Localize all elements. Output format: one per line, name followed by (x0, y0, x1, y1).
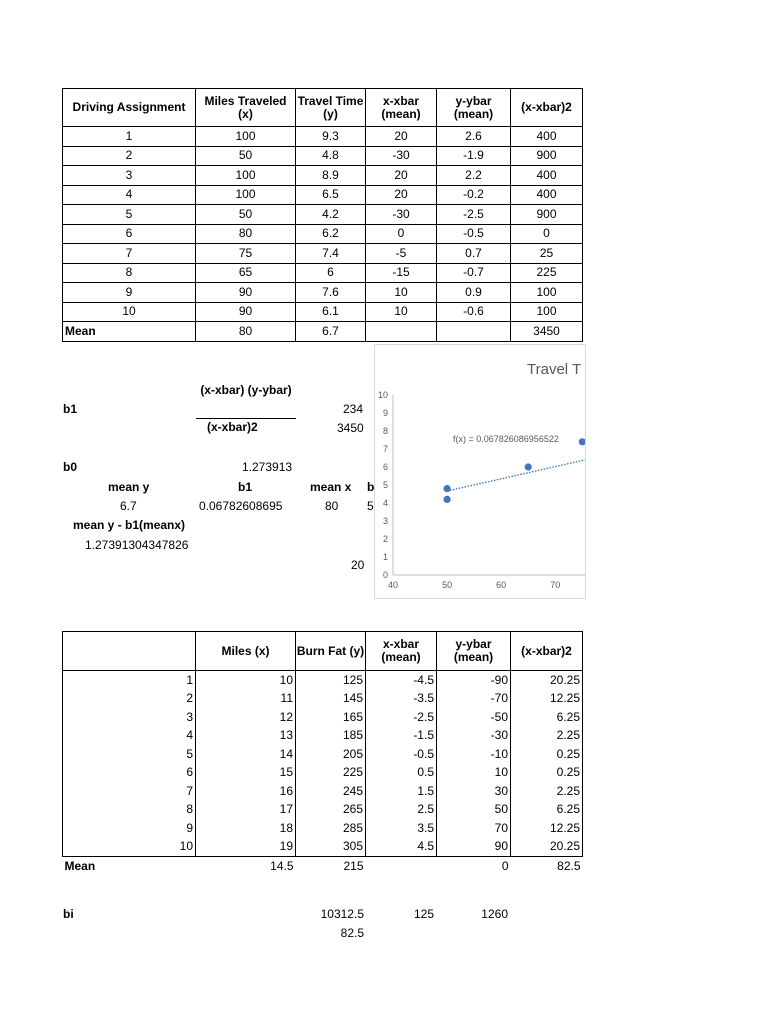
b1-numerator-formula: (x-xbar) (y-ybar) (200, 383, 292, 397)
mean-x-label: mean x (310, 480, 352, 494)
travel-time-table (62, 88, 583, 342)
table-cell: 20 (366, 127, 437, 147)
table-cell: 13 (196, 727, 296, 746)
column-header (63, 632, 196, 671)
table-cell: -2.5 (366, 708, 437, 727)
y-tick-label: 9 (382, 408, 388, 418)
column-header: Burn Fat (y) (296, 632, 366, 671)
table-cell: 400 (511, 127, 583, 147)
table-cell: 0.25 (511, 745, 583, 764)
header-row (63, 632, 583, 671)
mean-cell (366, 857, 437, 876)
table-cell: 3.5 (366, 819, 437, 838)
formula-label: mean y - b1(meanx) (73, 518, 186, 532)
table-cell: 205 (296, 745, 366, 764)
table-cell: 125 (296, 671, 366, 690)
mean-cell: 215 (343, 858, 364, 873)
column-header: x-xbar (mean) (366, 632, 437, 671)
column-header: (x-xbar)2 (511, 632, 583, 671)
table-cell: 8 (63, 263, 196, 283)
table-cell: -0.6 (437, 302, 511, 322)
mean-cell: 82.5 (557, 858, 581, 873)
mean-cell: 0 (501, 858, 509, 873)
table-cell: 0.9 (437, 283, 511, 303)
b1-numerator-value: 234 (343, 402, 364, 416)
table-cell: -30 (437, 727, 511, 746)
mean-row (63, 857, 583, 876)
table-cell: 5 (63, 205, 196, 225)
table-cell: 225 (296, 764, 366, 783)
table-cell: 0.25 (511, 764, 583, 783)
table-cell: 18 (196, 819, 296, 838)
y-tick-label: 0 (382, 570, 388, 580)
trendline (447, 460, 585, 491)
table-cell: 7 (63, 782, 196, 801)
table-cell: -1.5 (366, 727, 437, 746)
table-cell: 7.6 (296, 283, 366, 303)
table-cell: 50 (437, 801, 511, 820)
bi-denominator: 82.5 (340, 926, 364, 940)
table-cell: 2.6 (437, 127, 511, 147)
table-cell: 225 (511, 263, 583, 283)
b0-value: 1.273913 (242, 460, 293, 474)
mean-cell: 3450 (511, 322, 583, 342)
table-cell: 6 (63, 224, 196, 244)
table-row (63, 745, 583, 764)
b1-value: 0.06782608695 (199, 499, 283, 513)
b1-label: b1 (63, 402, 78, 416)
table-cell: 6.25 (511, 801, 583, 820)
table-cell: 30 (437, 782, 511, 801)
table-cell: 20.25 (511, 838, 583, 857)
mean-cell: Mean (63, 322, 196, 342)
fraction-line (196, 418, 296, 419)
table-cell: 90 (196, 302, 296, 322)
mean-y-value: 6.7 (120, 499, 137, 513)
table-row (63, 263, 583, 283)
table-cell: 6.1 (296, 302, 366, 322)
table-cell: 20 (366, 185, 437, 205)
table-cell: 10 (437, 764, 511, 783)
x-tick-label: 70 (550, 580, 561, 590)
column-header: (x-xbar)2 (511, 89, 583, 127)
table-cell: 3 (63, 708, 196, 727)
table-cell: 6 (63, 764, 196, 783)
table-row (63, 146, 583, 166)
table-cell: 305 (296, 838, 366, 857)
table-cell: 25 (511, 244, 583, 264)
table-cell: 7 (63, 244, 196, 264)
table-cell: -70 (437, 690, 511, 709)
y-tick-label: 5 (382, 480, 388, 490)
mean-cell (437, 322, 511, 342)
table-cell: -0.2 (437, 185, 511, 205)
burn-fat-table (62, 631, 583, 876)
table-cell: 12.25 (511, 819, 583, 838)
table-cell: 10 (366, 283, 437, 303)
table-cell: 50 (196, 205, 296, 225)
table-cell: 4.2 (296, 205, 366, 225)
table-cell: 50 (196, 146, 296, 166)
table-cell: 8.9 (296, 166, 366, 186)
table-cell: -30 (366, 146, 437, 166)
table-cell: 6 (296, 263, 366, 283)
y-tick-label: 2 (382, 534, 388, 544)
table-cell: 10 (366, 302, 437, 322)
table-cell: 2.5 (366, 801, 437, 820)
mean-x-value: 80 (325, 499, 339, 513)
table-cell: -0.5 (366, 745, 437, 764)
table-cell: 10 (196, 671, 296, 690)
b1-denominator-value: 3450 (337, 421, 364, 435)
table-row (63, 185, 583, 205)
table-row (63, 166, 583, 186)
table-cell: 2.25 (511, 727, 583, 746)
b1-column-label: b1 (238, 480, 253, 494)
mean-cell: 80 (196, 322, 296, 342)
column-header: Miles Traveled (x) (196, 89, 296, 127)
table-cell: 100 (196, 185, 296, 205)
table-cell: 285 (296, 819, 366, 838)
table-cell: 4 (63, 727, 196, 746)
b0-label: b0 (63, 460, 78, 474)
table-cell: -3.5 (366, 690, 437, 709)
table-cell: 145 (296, 690, 366, 709)
table-cell: 0 (511, 224, 583, 244)
table-cell: 245 (296, 782, 366, 801)
table-cell: 265 (296, 801, 366, 820)
table-cell: 5 (63, 745, 196, 764)
y-tick-label: 6 (382, 462, 388, 472)
column-header: Travel Time (y) (296, 89, 366, 127)
y-tick-label: 1 (382, 552, 388, 562)
y-tick-label: 7 (382, 444, 388, 454)
column-header: Miles (x) (196, 632, 296, 671)
table-row (63, 708, 583, 727)
table-row (63, 819, 583, 838)
table-cell: 100 (196, 166, 296, 186)
data-point (443, 485, 450, 492)
table-row (63, 283, 583, 303)
table-cell: -30 (366, 205, 437, 225)
table-cell: 16 (196, 782, 296, 801)
bi-label: bi (63, 907, 74, 921)
table-cell: -15 (366, 263, 437, 283)
table-cell: 1 (63, 127, 196, 147)
table-row (63, 205, 583, 225)
table-cell: 3 (63, 166, 196, 186)
table-cell: 6.2 (296, 224, 366, 244)
bi-1260: 1260 (481, 907, 508, 921)
scatter-chart[interactable] (374, 344, 586, 599)
table-cell: 9.3 (296, 127, 366, 147)
table-row (63, 764, 583, 783)
table-cell: 1 (63, 671, 196, 690)
mean-cell (366, 322, 437, 342)
table-cell: 20 (366, 166, 437, 186)
table-row (63, 127, 583, 147)
table-cell: 185 (296, 727, 366, 746)
table-cell: 15 (196, 764, 296, 783)
mean-y-label: mean y (108, 480, 150, 494)
table-cell: 900 (511, 146, 583, 166)
table-cell: -10 (437, 745, 511, 764)
table-cell: -1.9 (437, 146, 511, 166)
table-cell: 165 (296, 708, 366, 727)
table-row (63, 690, 583, 709)
column-header: y-ybar (mean) (437, 89, 511, 127)
data-point (579, 438, 585, 445)
table-row (63, 302, 583, 322)
table-cell: 100 (511, 283, 583, 303)
truncated-5-value: 5 (367, 499, 374, 513)
data-point (443, 496, 450, 503)
column-header: y-ybar (mean) (437, 632, 511, 671)
table-row (63, 244, 583, 264)
truncated-b-label: b (367, 480, 375, 494)
table-cell: 80 (196, 224, 296, 244)
extra-value: 20 (351, 558, 365, 572)
y-tick-label: 10 (377, 390, 388, 400)
mean-cell: Mean (64, 858, 96, 873)
x-tick-label: 50 (442, 580, 453, 590)
table-cell: 9 (63, 819, 196, 838)
table-cell: 4.5 (366, 838, 437, 857)
table-cell: 11 (196, 690, 296, 709)
trendline-equation: f(x) = 0.067826086956522 (453, 434, 559, 444)
y-tick-label: 8 (382, 426, 388, 436)
y-tick-label: 3 (382, 516, 388, 526)
table-row (63, 224, 583, 244)
table-cell: 7.4 (296, 244, 366, 264)
table-cell: -5 (366, 244, 437, 264)
bi-125: 125 (413, 907, 434, 921)
table-row (63, 671, 583, 690)
table-cell: 10 (63, 302, 196, 322)
table-cell: 6.5 (296, 185, 366, 205)
table-row (63, 838, 583, 857)
mean-cell: 14.5 (270, 858, 294, 873)
table-cell: 14 (196, 745, 296, 764)
table-cell: 12.25 (511, 690, 583, 709)
table-row (63, 801, 583, 820)
table-cell: 2 (63, 146, 196, 166)
chart-canvas (375, 345, 585, 598)
table-row (63, 727, 583, 746)
table-cell: 100 (511, 302, 583, 322)
table-cell: 8 (63, 801, 196, 820)
table-cell: 12 (196, 708, 296, 727)
bi-numerator: 10312.5 (320, 907, 364, 921)
table-cell: 20.25 (511, 671, 583, 690)
x-tick-label: 40 (387, 580, 399, 590)
y-tick-label: 4 (382, 498, 388, 508)
table-cell: 400 (511, 166, 583, 186)
table-cell: 90 (437, 838, 511, 857)
data-point (525, 463, 532, 470)
chart-title: Travel T (527, 361, 582, 378)
table-row (63, 782, 583, 801)
b1-denominator-formula: (x-xbar)2 (207, 420, 258, 434)
table-cell: 0.7 (437, 244, 511, 264)
table-cell: 4.8 (296, 146, 366, 166)
column-header: Driving Assignment (63, 89, 196, 127)
table-cell: -2.5 (437, 205, 511, 225)
x-tick-label: 60 (496, 580, 507, 590)
table-cell: 70 (437, 819, 511, 838)
table-cell: 100 (196, 127, 296, 147)
header-row (63, 89, 583, 127)
table-cell: 400 (511, 185, 583, 205)
table-cell: 17 (196, 801, 296, 820)
table-cell: 19 (196, 838, 296, 857)
table-cell: -4.5 (366, 671, 437, 690)
table-cell: 900 (511, 205, 583, 225)
table-cell: -90 (437, 671, 511, 690)
table-cell: 6.25 (511, 708, 583, 727)
table-cell: 75 (196, 244, 296, 264)
table-cell: 90 (196, 283, 296, 303)
table-cell: 2 (63, 690, 196, 709)
table-cell: 2.25 (511, 782, 583, 801)
table-cell: 65 (196, 263, 296, 283)
table-cell: -50 (437, 708, 511, 727)
table-cell: 4 (63, 185, 196, 205)
table-cell: -0.5 (437, 224, 511, 244)
table-cell: 10 (63, 838, 196, 857)
table-cell: 0 (366, 224, 437, 244)
table-cell: 1.5 (366, 782, 437, 801)
column-header: x-xbar (mean) (366, 89, 437, 127)
table-cell: -0.7 (437, 263, 511, 283)
mean-cell: 6.7 (296, 322, 366, 342)
table-cell: 9 (63, 283, 196, 303)
table-cell: 0.5 (366, 764, 437, 783)
mean-row (63, 322, 583, 342)
table-cell: 2.2 (437, 166, 511, 186)
formula-value: 1.27391304347826 (85, 538, 189, 552)
